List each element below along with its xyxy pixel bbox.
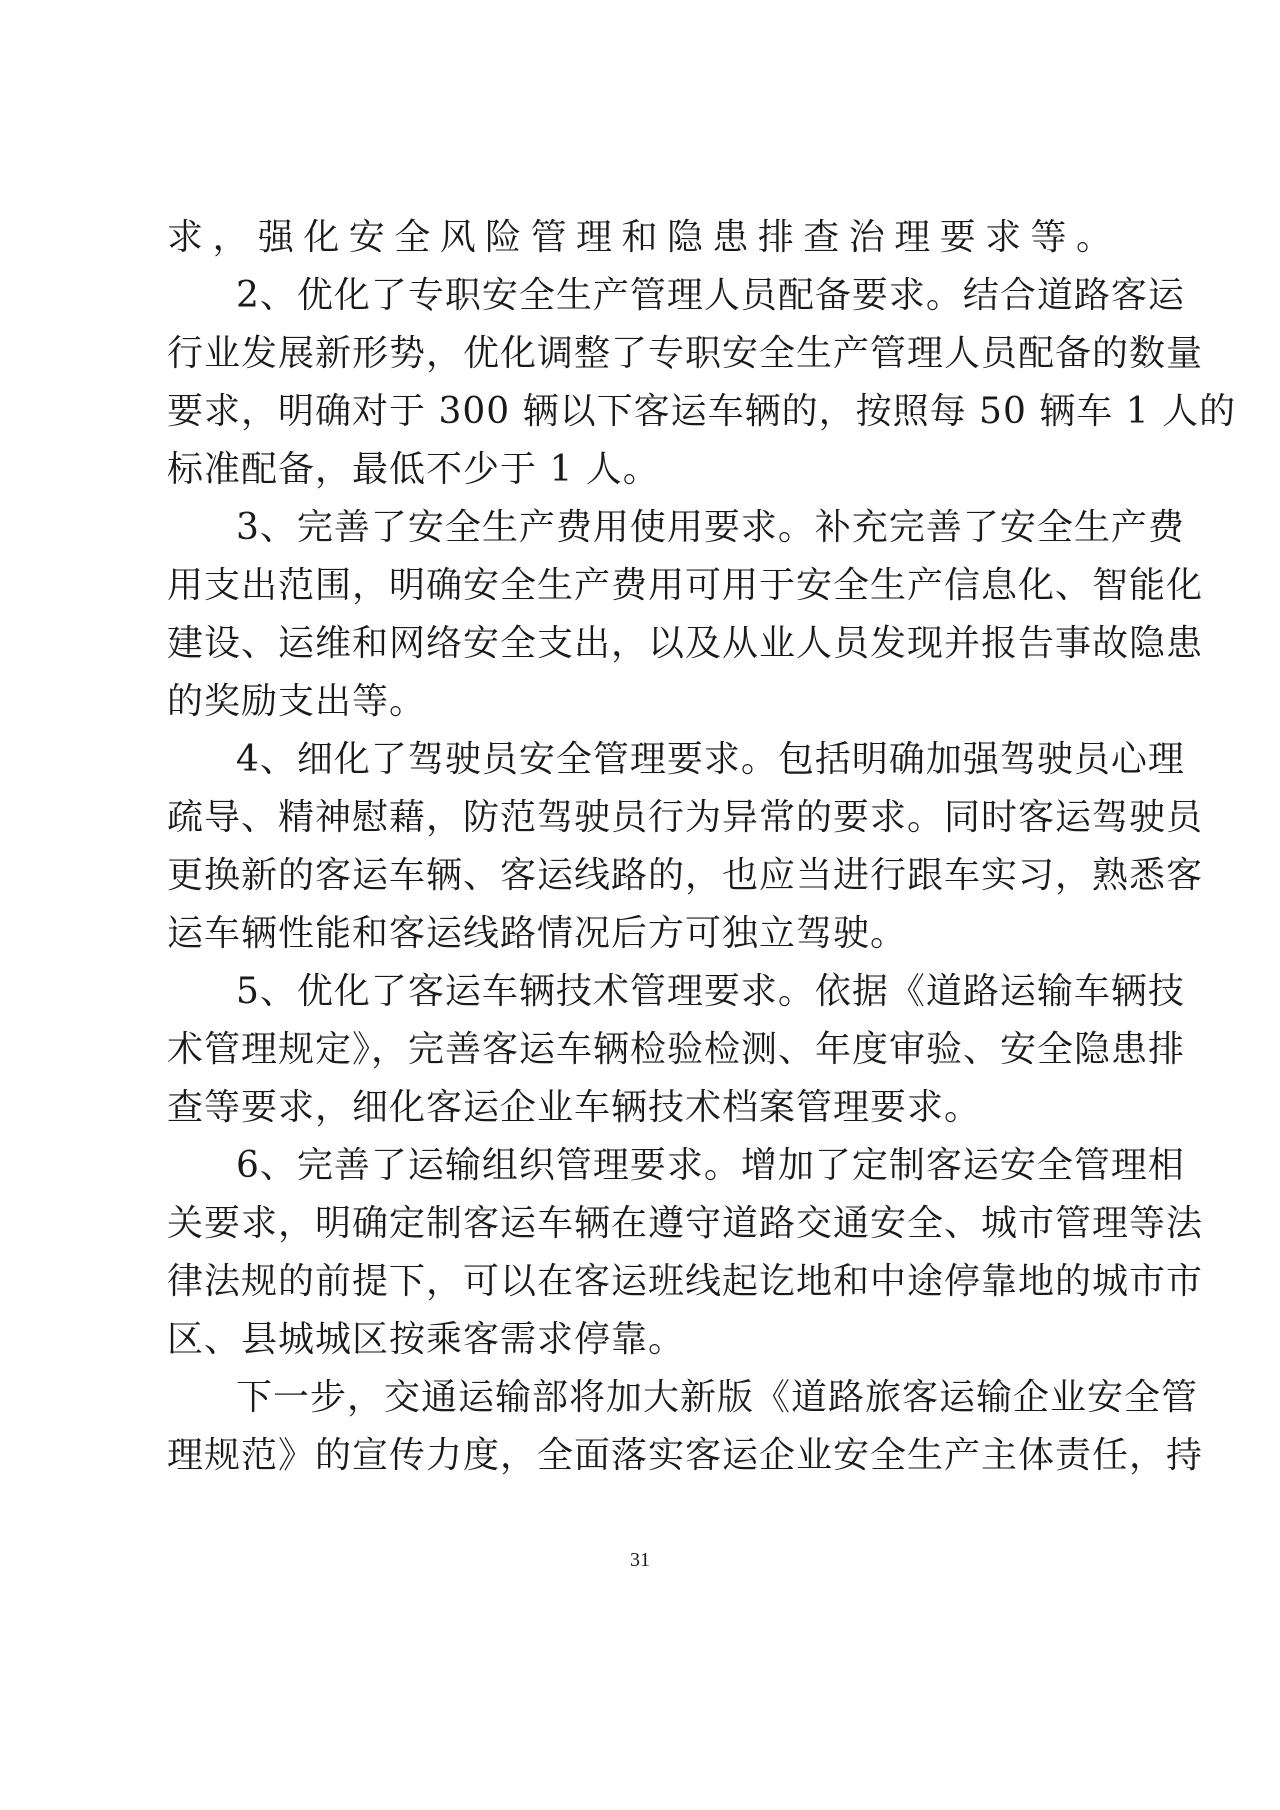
text-line: 查等要求，细化客运企业车辆技术档案管理要求。 — [167, 1087, 982, 1128]
text-line: 的奖励支出等。 — [167, 681, 427, 722]
text-line: 理规范》的宣传力度，全面落实客运企业安全生产主体责任，持 — [167, 1435, 1204, 1476]
text-line: 下一步，交通运输部将加大新版《道路旅客运输企业安全管 — [236, 1377, 1199, 1418]
text-line: 区、县城城区按乘客需求停靠。 — [167, 1319, 686, 1360]
text-line: 标准配备，最低不少于 1 人。 — [167, 449, 660, 490]
text-line: 2、优化了专职安全生产管理人员配备要求。结合道路客运 — [236, 275, 1185, 316]
text-line: 3、完善了安全生产费用使用要求。补充完善了安全生产费 — [236, 507, 1185, 548]
page-number: 31 — [630, 1549, 650, 1571]
text-line: 5、优化了客运车辆技术管理要求。依据《道路运输车辆技 — [236, 971, 1185, 1012]
text-line: 更换新的客运车辆、客运线路的，也应当进行跟车实习，熟悉客 — [167, 855, 1204, 896]
text-line: 关要求，明确定制客运车辆在遵守道路交通安全、城市管理等法 — [167, 1203, 1204, 1244]
text-line: 运车辆性能和客运线路情况后方可独立驾驶。 — [167, 913, 908, 954]
text-line: 律法规的前提下，可以在客运班线起讫地和中途停靠地的城市市 — [167, 1261, 1204, 1302]
text-line: 6、完善了运输组织管理要求。增加了定制客运安全管理相 — [236, 1145, 1185, 1186]
text-line: 术管理规定》，完善客运车辆检验检测、年度审验、安全隐患排 — [167, 1029, 1186, 1070]
text-line: 建设、运维和网络安全支出，以及从业人员发现并报告事故隐患 — [167, 623, 1204, 664]
text-line: 疏导、精神慰藉，防范驾驶员行为异常的要求。同时客运驾驶员 — [167, 797, 1204, 838]
text-line: 用支出范围，明确安全生产费用可用于安全生产信息化、智能化 — [167, 565, 1204, 606]
text-line: 行业发展新形势，优化调整了专职安全生产管理人员配备的数量 — [167, 333, 1204, 374]
text-line: 求，强化安全风险管理和隐患排查治理要求等。 — [167, 217, 1113, 258]
text-line: 要求，明确对于 300 辆以下客运车辆的，按照每 50 辆车 1 人的 — [167, 391, 1237, 432]
text-line: 4、细化了驾驶员安全管理要求。包括明确加强驾驶员心理 — [236, 739, 1185, 780]
